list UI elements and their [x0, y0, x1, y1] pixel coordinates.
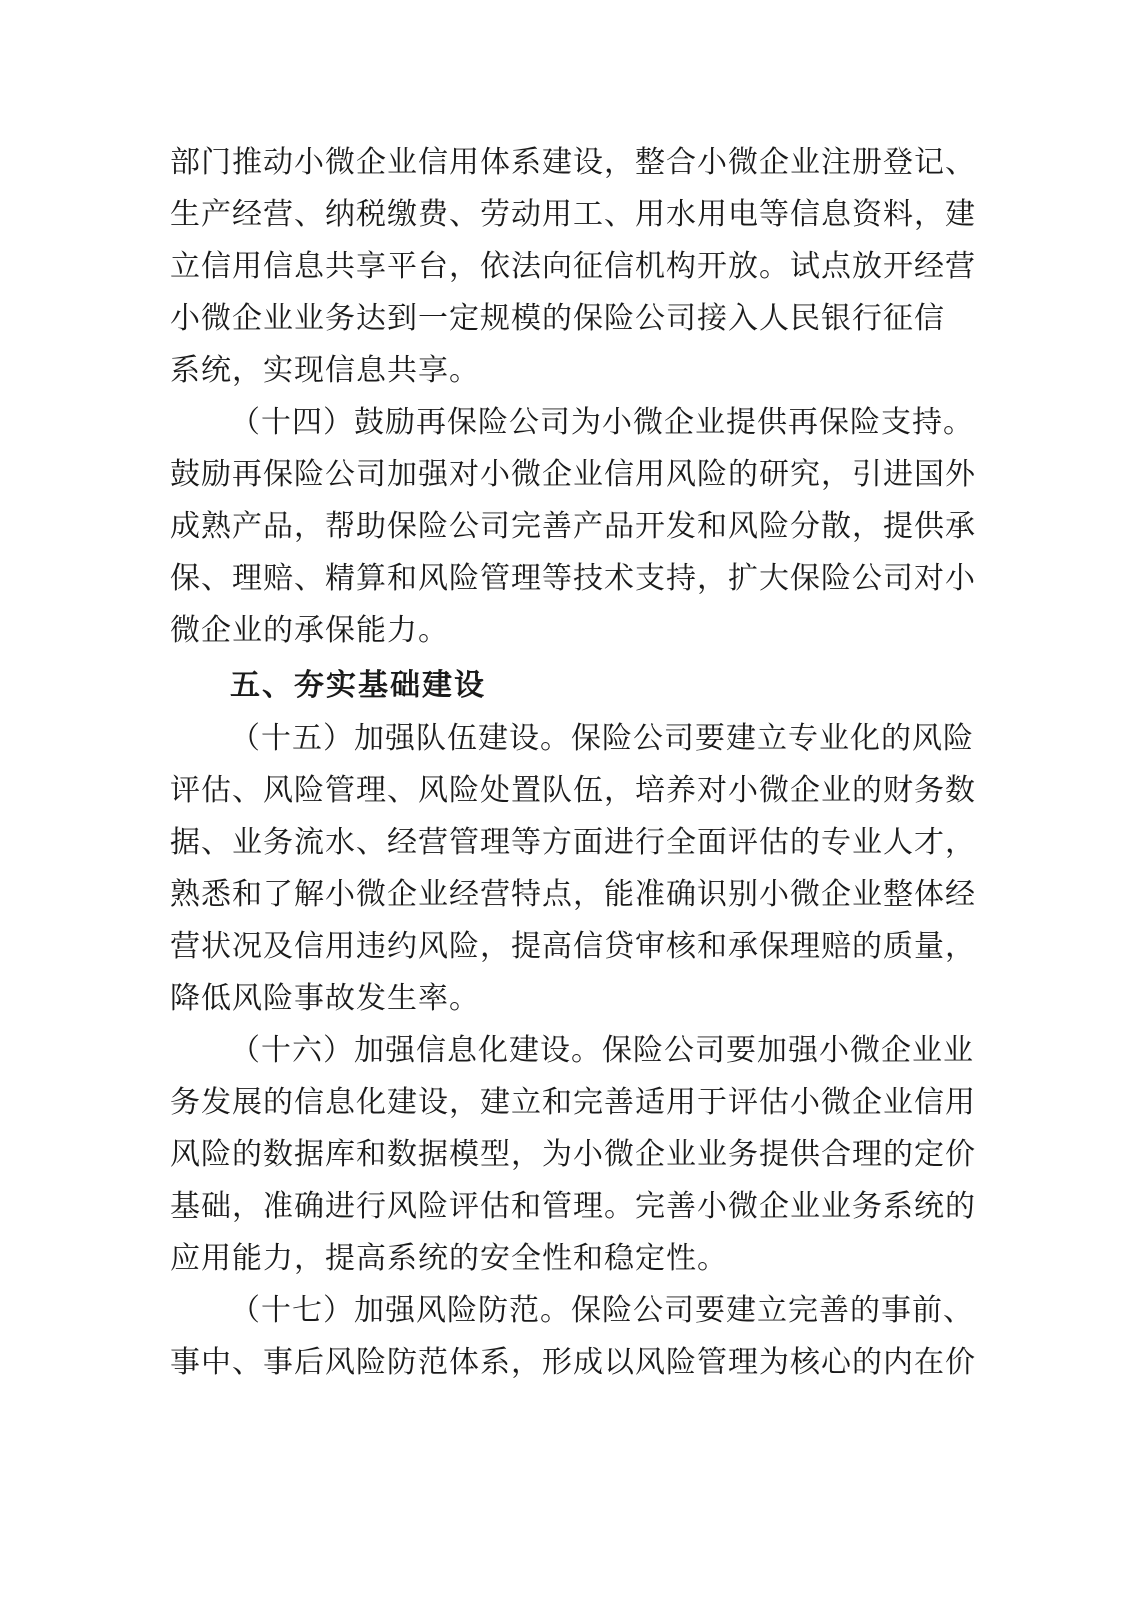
body-text-line: 生产经营、纳税缴费、劳动用工、用水用电等信息资料，建	[170, 197, 976, 232]
paragraph-start-line: （十七）加强风险防范。保险公司要建立完善的事前、	[230, 1293, 974, 1328]
body-text-line: 小微企业业务达到一定规模的保险公司接入人民银行征信	[170, 301, 945, 336]
body-text-line: 基础，准确进行风险评估和管理。完善小微企业业务系统的	[170, 1189, 976, 1224]
body-text-line: 降低风险事故发生率。	[170, 981, 480, 1016]
body-text-line: 保、理赔、精算和风险管理等技术支持，扩大保险公司对小	[170, 561, 976, 596]
body-text-line: 鼓励再保险公司加强对小微企业信用风险的研究，引进国外	[170, 457, 976, 492]
body-text-line: 评估、风险管理、风险处置队伍，培养对小微企业的财务数	[170, 773, 976, 808]
body-text-line: 营状况及信用违约风险，提高信贷审核和承保理赔的质量，	[170, 929, 976, 964]
paragraph-start-line: （十五）加强队伍建设。保险公司要建立专业化的风险	[230, 721, 974, 756]
body-text-line: 风险的数据库和数据模型，为小微企业业务提供合理的定价	[170, 1137, 976, 1172]
paragraph-start-line: （十六）加强信息化建设。保险公司要加强小微企业业	[230, 1033, 974, 1068]
body-text-line: 熟悉和了解小微企业经营特点，能准确识别小微企业整体经	[170, 877, 976, 912]
body-text-line: 部门推动小微企业信用体系建设，整合小微企业注册登记、	[170, 145, 976, 180]
body-text-line: 事中、事后风险防范体系，形成以风险管理为核心的内在价	[170, 1345, 976, 1380]
body-text-line: 系统，实现信息共享。	[170, 353, 480, 388]
body-text-line: 务发展的信息化建设，建立和完善适用于评估小微企业信用	[170, 1085, 976, 1120]
body-text-line: 立信用信息共享平台，依法向征信机构开放。试点放开经营	[170, 249, 976, 284]
paragraph-start-line: （十四）鼓励再保险公司为小微企业提供再保险支持。	[230, 405, 974, 440]
body-text-line: 应用能力，提高系统的安全性和稳定性。	[170, 1241, 728, 1276]
body-text-line: 微企业的承保能力。	[170, 613, 449, 648]
body-text-line: 据、业务流水、经营管理等方面进行全面评估的专业人才，	[170, 825, 976, 860]
section-heading: 五、夯实基础建设	[230, 668, 486, 703]
body-text-line: 成熟产品，帮助保险公司完善产品开发和风险分散，提供承	[170, 509, 976, 544]
